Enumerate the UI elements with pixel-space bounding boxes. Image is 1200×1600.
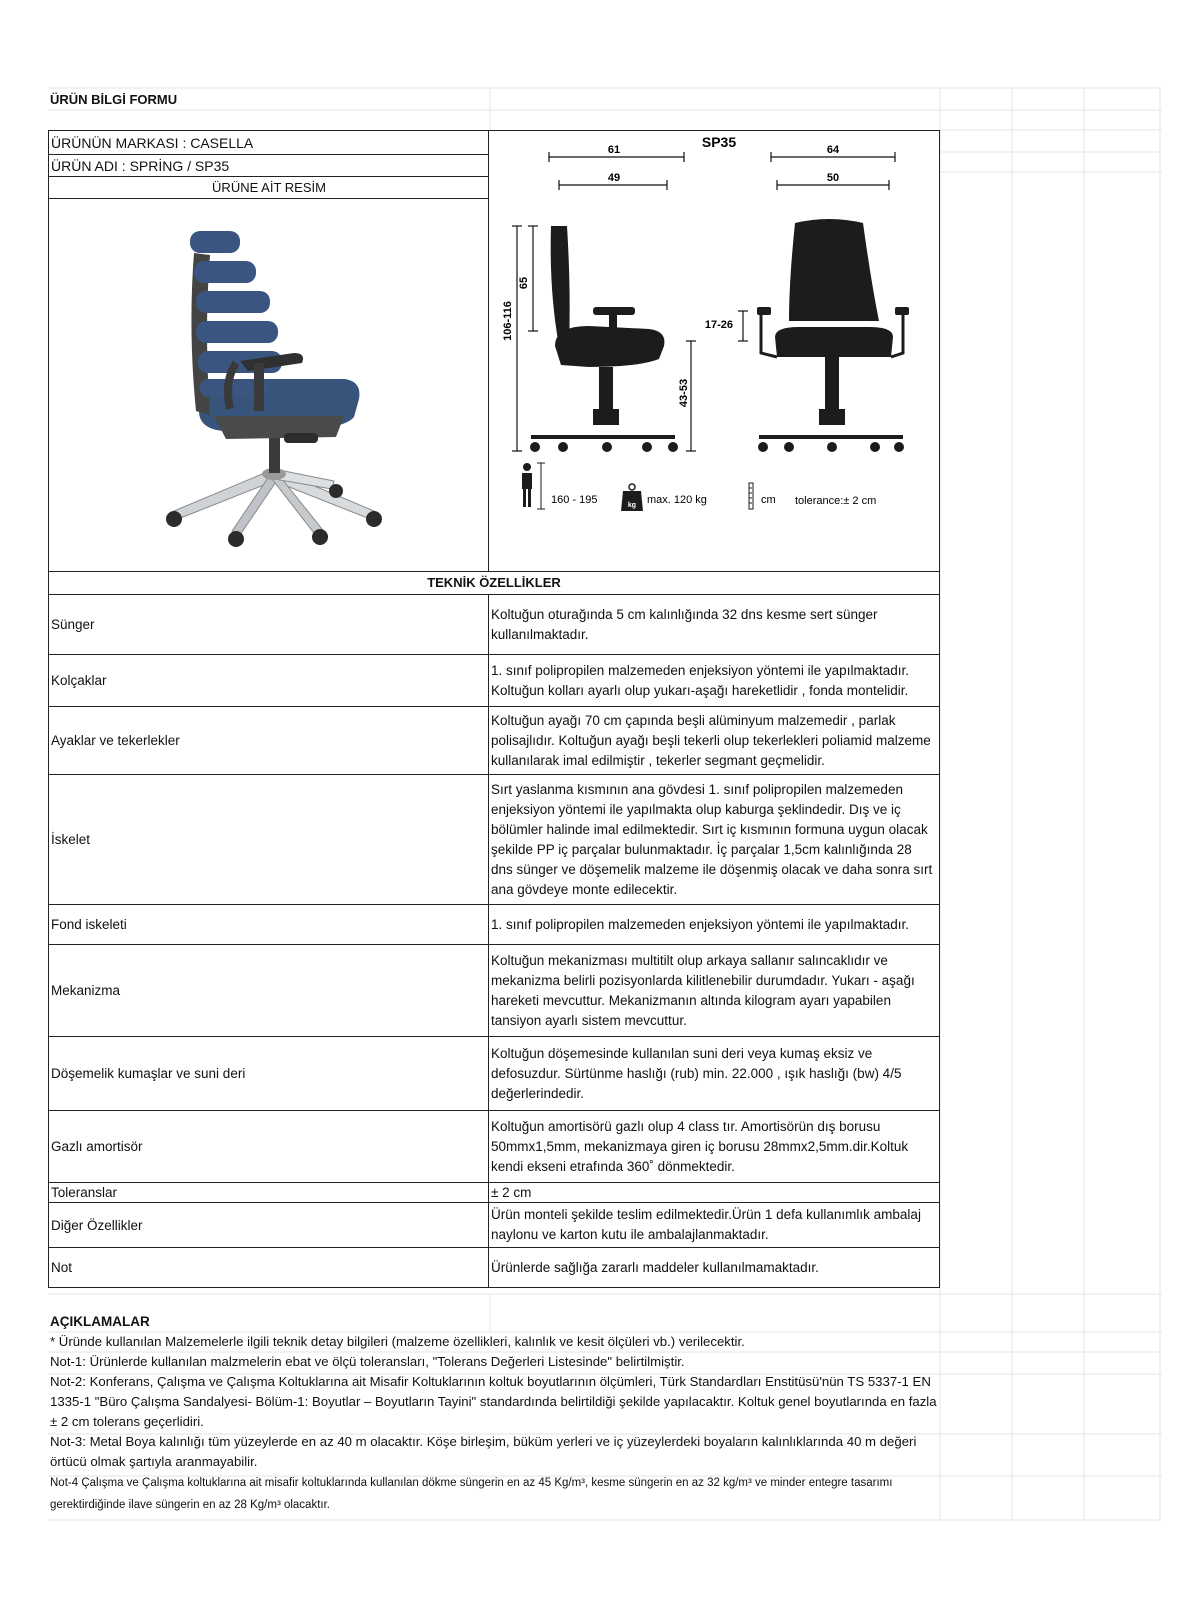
spec-label: Ayaklar ve tekerlekler	[49, 707, 489, 774]
spec-row-other	[48, 1203, 940, 1248]
spec-row-armrests	[48, 655, 940, 707]
spec-value: Koltuğun amortisörü gazlı olup 4 class tır. Amortisörün dış borusu 50mmx1,5mm, mekanizmaya giren iç borusu 28mmx2,5mm.dir.Koltuk kendi ekseni etrafında 360˚ dönmektedir.	[491, 1118, 909, 1174]
tech-specs-table	[48, 594, 940, 1288]
spec-value: Sırt yaslanma kısmının ana gövdesi 1. sınıf polipropilen malzemeden enjeksiyon yöntemi ile yapılmakta olup kaburga şeklindedir. Dış ve iç bölümler halinde imal edilmektedir. Sırt iç kısmının formuna uygun olacak şekilde PP iç parçalar bulunmaktadır. İç parçalar 1,5cm kalınlığında 28 dns sünger ve döşemelik malzeme ile döşenmiş olacak ve daha sonra sırt ana gövdeye monte edilecektir.	[491, 781, 933, 897]
product-header-table	[48, 130, 940, 572]
product-brand: ÜRÜNÜN MARKASI : CASELLA	[49, 131, 489, 155]
note-item: Not-2: Konferans, Çalışma ve Çalışma Koltuklarına ait Misafir Koltuklarının koltuk boyutlarının ölçümleri, Türk Standardları Enstitüsü'nün TS 5337-1 EN 1335-1 "Büro Çalışma Sandalyesi- Bölüm-1: Boyutlar – Boyutların Tayini" standardında belirtildiği şekilde yapılacaktır. Koltuk genel boyutlarında en fazla ± 2 cm tolerans geçerlidiri.	[50, 1374, 937, 1429]
ruler-icon	[749, 483, 753, 509]
chair-photo	[144, 211, 404, 561]
chair-base	[166, 421, 382, 547]
spec-label: Mekanizma	[49, 945, 489, 1036]
spec-label: Sünger	[49, 595, 489, 654]
spec-value: Koltuğun ayağı 70 cm çapında beşli alüminyum malzemedir , parlak polisajlıdır. Koltuğun ayağı beşli tekerli olup tekerlekleri poliamid malzeme kullanılarak imal edilmiştir , tekerler segmant geçmelidir.	[491, 712, 931, 768]
spec-row-sponge	[48, 595, 940, 655]
product-image-caption: ÜRÜNE AİT RESİM	[49, 177, 489, 199]
spec-label: Toleranslar	[49, 1183, 489, 1202]
dim-side-width-outer: 61	[607, 144, 621, 156]
spec-row-mechanism	[48, 945, 940, 1037]
spec-label: Not	[49, 1248, 489, 1287]
spec-row-frame	[48, 775, 940, 905]
spec-row-base-wheels	[48, 707, 940, 775]
spec-value: Ürünlerde sağlığa zararlı maddeler kullanılmamaktadır.	[491, 1259, 819, 1275]
spec-value: ± 2 cm	[491, 1184, 532, 1200]
model-code: SP35	[701, 134, 737, 150]
spec-label: Döşemelik kumaşlar ve suni deri	[49, 1037, 489, 1110]
dim-side-width-inner: 49	[607, 172, 621, 184]
spec-value: Ürün monteli şekilde teslim edilmektedir.Ürün 1 defa kullanımlık ambalaj naylonu ve karton kutu ile ambalajlanmaktadır.	[491, 1207, 921, 1242]
notes-title: AÇIKLAMALAR	[50, 1314, 150, 1329]
note-item: * Üründe kullanılan Malzemelerle ilgili teknik detay bilgileri (malzeme özellikleri, kalınlık ve kesit ölçüleri vb.) verilecektir.	[50, 1334, 745, 1349]
spec-value: Koltuğun oturağında 5 cm kalınlığında 32 dns kesme sert sünger kullanılmaktadır.	[491, 606, 878, 642]
dimension-diagram	[489, 131, 939, 571]
dim-front-width-inner: 50	[826, 172, 840, 184]
dim-front-width-outer: 64	[826, 144, 840, 156]
spec-value: Koltuğun mekanizması multitilt olup arkaya sallanır salıncaklıdır ve mekanizma belirli pozisyonlarda kilitlenebilir durumdadır. Yukarı - aşağı hareketi mevcuttur. Mekanizmanın altında kilogram ayarı yapabilen tansiyon ayarlı sistem mevcuttur.	[491, 952, 915, 1028]
dim-arm-height: 17-26	[704, 319, 733, 331]
spec-row-seat-frame	[48, 905, 940, 945]
spec-row-note	[48, 1248, 940, 1288]
note-item: Not-3: Metal Boya kalınlığı tüm yüzeylerde en az 40 m olacaktır. Köşe birleşim, büküm yerleri ve iç yüzeylerdeki boyaların kalınlıklarında 40 m değeri örtücü olmak şartıyla aranmayabilir.	[50, 1434, 917, 1469]
chair-back	[190, 231, 282, 415]
weight-icon-label: kg	[627, 502, 637, 509]
spec-label: Gazlı amortisör	[49, 1111, 489, 1182]
spec-row-gas-lift	[48, 1111, 940, 1183]
tolerance-label: tolerance:± 2 cm	[795, 495, 877, 507]
dim-seat-height: 43-53	[678, 378, 690, 408]
dim-total-height: 106-116	[502, 301, 514, 341]
form-title: ÜRÜN BİLGİ FORMU	[50, 92, 178, 107]
spec-row-upholstery	[48, 1037, 940, 1111]
spec-label: İskelet	[49, 775, 489, 904]
chair-front-silhouette	[757, 219, 909, 452]
person-icon	[522, 463, 545, 509]
spec-label: Fond iskeleti	[49, 905, 489, 944]
spec-value: Koltuğun döşemesinde kullanılan suni deri veya kumaş eksiz ve defosuzdur. Sürtünme haslığı (rub) min. 22.000 , ışık haslığı (bw) 4/5 değerlerindedir.	[491, 1045, 902, 1101]
max-weight: max. 120 kg	[647, 494, 707, 506]
note-item: Not-1: Ürünlerde kullanılan malzmelerin ebat ve ölçü toleransları, "Tolerans Değerleri Listesinde" belirtilmiştir.	[50, 1354, 685, 1369]
product-name: ÜRÜN ADI : SPRİNG / SP35	[49, 155, 489, 177]
spec-value: 1. sınıf polipropilen malzemeden enjeksiyon yöntemi ile yapılmaktadır.	[491, 916, 909, 932]
user-height-range: 160 - 195	[551, 494, 598, 506]
product-info-panel	[49, 131, 489, 571]
spec-label: Kolçaklar	[49, 655, 489, 706]
note-item: Not-4 Çalışma ve Çalışma koltuklarına ait misafir koltuklarında kullanılan dökme süngerin en az 45 Kg/m³, kesme süngerin en az 32 kg/m³ ve minder entegre tasarımı gerektirdiğinde ilave süngerin en az 28 Kg/m³ olacaktır.	[50, 1477, 893, 1511]
width-dimension-lines	[549, 152, 895, 190]
spec-label: Diğer Özellikler	[49, 1203, 489, 1247]
dim-back-height: 65	[518, 276, 530, 290]
notes-section	[50, 1312, 940, 1516]
tech-specs-title: TEKNİK ÖZELLİKLER	[48, 572, 940, 594]
spec-value: 1. sınıf polipropilen malzemeden enjeksiyon yöntemi ile yapılmaktadır. Koltuğun kolları ayarlı olup yukarı-aşağı hareketlidir , fonda montelidir.	[491, 662, 909, 698]
chair-side-silhouette	[530, 226, 678, 452]
dimension-diagram-panel	[489, 131, 939, 571]
unit-label: cm	[761, 494, 776, 506]
spec-row-tolerances	[48, 1183, 940, 1203]
